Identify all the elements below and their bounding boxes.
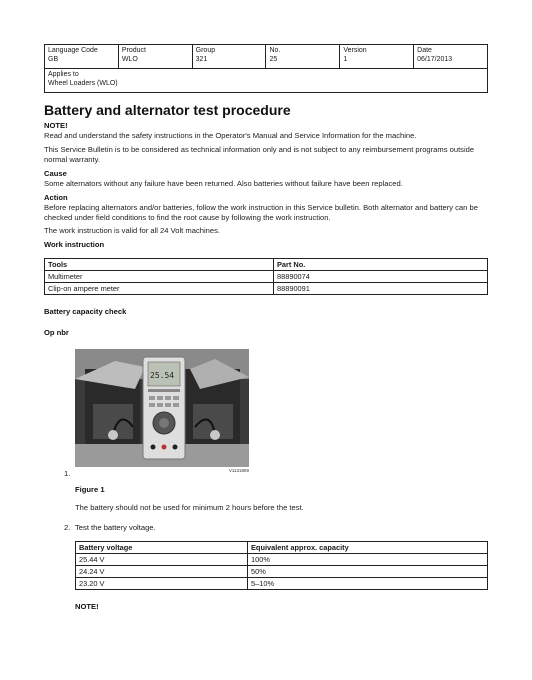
header-row: [45, 45, 487, 68]
header-applies-row: [45, 68, 487, 92]
bulletin-header-table: [44, 44, 488, 93]
header-value: 1: [343, 56, 348, 63]
table-cell: 5–10%: [248, 578, 488, 590]
header-value: 321: [195, 56, 208, 63]
header-date-cell: [413, 45, 487, 68]
cause-heading: Cause: [44, 169, 67, 178]
header-language-cell: [45, 45, 118, 68]
header-applies-cell: [45, 69, 487, 92]
action-text: Before replacing alternators and/or batteries, follow the work instruction in this Service bulletin. Both alternator and battery can be checked under field conditions to find the root cause by following the work instruction.: [44, 203, 478, 222]
battery-voltage-table: [75, 541, 488, 590]
table-header-row: [76, 542, 488, 554]
header-value: GB: [48, 56, 59, 63]
action-heading: Action: [44, 193, 68, 202]
table-header-cell: Battery voltage: [76, 542, 248, 554]
table-header-cell: Part No.: [274, 259, 488, 271]
table-header-cell: Tools: [45, 259, 274, 271]
document-title: Battery and alternator test procedure: [44, 102, 291, 118]
table-header-cell: Equivalent approx. capacity: [248, 542, 488, 554]
table-row: [76, 554, 488, 566]
header-label: Group: [195, 47, 216, 54]
header-label: Applies to: [48, 71, 79, 78]
op-nbr-heading: Op nbr: [44, 328, 69, 337]
capacity-check-heading: Battery capacity check: [44, 307, 127, 316]
table-cell: Multimeter: [45, 271, 274, 283]
header-value: 06/17/2013: [417, 56, 453, 63]
table-header-row: [45, 259, 488, 271]
table-row: [45, 271, 488, 283]
table-cell: 24.24 V: [76, 566, 248, 578]
note-text: Read and understand the safety instructions in the Operator's Manual and Service Information for the machine.: [44, 131, 417, 140]
figure-1: [75, 349, 249, 477]
header-version-cell: [339, 45, 413, 68]
valid-text: The work instruction is valid for all 24 Volt machines.: [44, 226, 220, 235]
header-label: Language Code: [48, 47, 98, 54]
cause-text: Some alternators without any failure have been returned. Also batteries without failure have been replaced.: [44, 179, 403, 188]
step-number: 1.: [64, 469, 71, 478]
header-product-cell: [118, 45, 192, 68]
step-2: [44, 523, 490, 533]
table-cell: Clip-on ampere meter: [45, 283, 274, 295]
header-label: No.: [269, 47, 281, 54]
table-cell: 88890074: [274, 271, 488, 283]
final-note-heading: NOTE!: [75, 602, 99, 611]
step-text: Test the battery voltage.: [75, 523, 156, 532]
header-label: Version: [343, 47, 367, 54]
figure-caption: The battery should not be used for minimum 2 hours before the test.: [75, 503, 304, 512]
header-value: 25: [269, 56, 278, 63]
table-cell: 25.44 V: [76, 554, 248, 566]
table-row: [45, 283, 488, 295]
header-value: WLO: [121, 56, 138, 63]
note-heading: NOTE!: [44, 121, 68, 130]
table-cell: 50%: [248, 566, 488, 578]
table-row: [76, 566, 488, 578]
document-body: [44, 102, 490, 612]
header-label: Date: [417, 47, 432, 54]
meter-reading: 25.54: [150, 371, 175, 380]
header-group-cell: [192, 45, 266, 68]
table-cell: 23.20 V: [76, 578, 248, 590]
header-value: Wheel Loaders (WLO): [48, 80, 118, 87]
table-row: [76, 578, 488, 590]
figure-label: Figure 1: [75, 485, 105, 494]
figure-code: V1131869: [228, 468, 249, 473]
bulletin-text: This Service Bulletin is to be considered as technical information only and is not subject to any reimbursement programs outside normal warranty.: [44, 145, 475, 164]
work-instruction-heading: Work instruction: [44, 240, 105, 249]
header-number-cell: [265, 45, 339, 68]
multimeter-photo: [75, 349, 249, 467]
table-cell: 88890091: [274, 283, 488, 295]
step-number: 2.: [64, 523, 71, 532]
header-label: Product: [121, 47, 146, 54]
tools-table: [44, 258, 488, 295]
table-cell: 100%: [248, 554, 488, 566]
